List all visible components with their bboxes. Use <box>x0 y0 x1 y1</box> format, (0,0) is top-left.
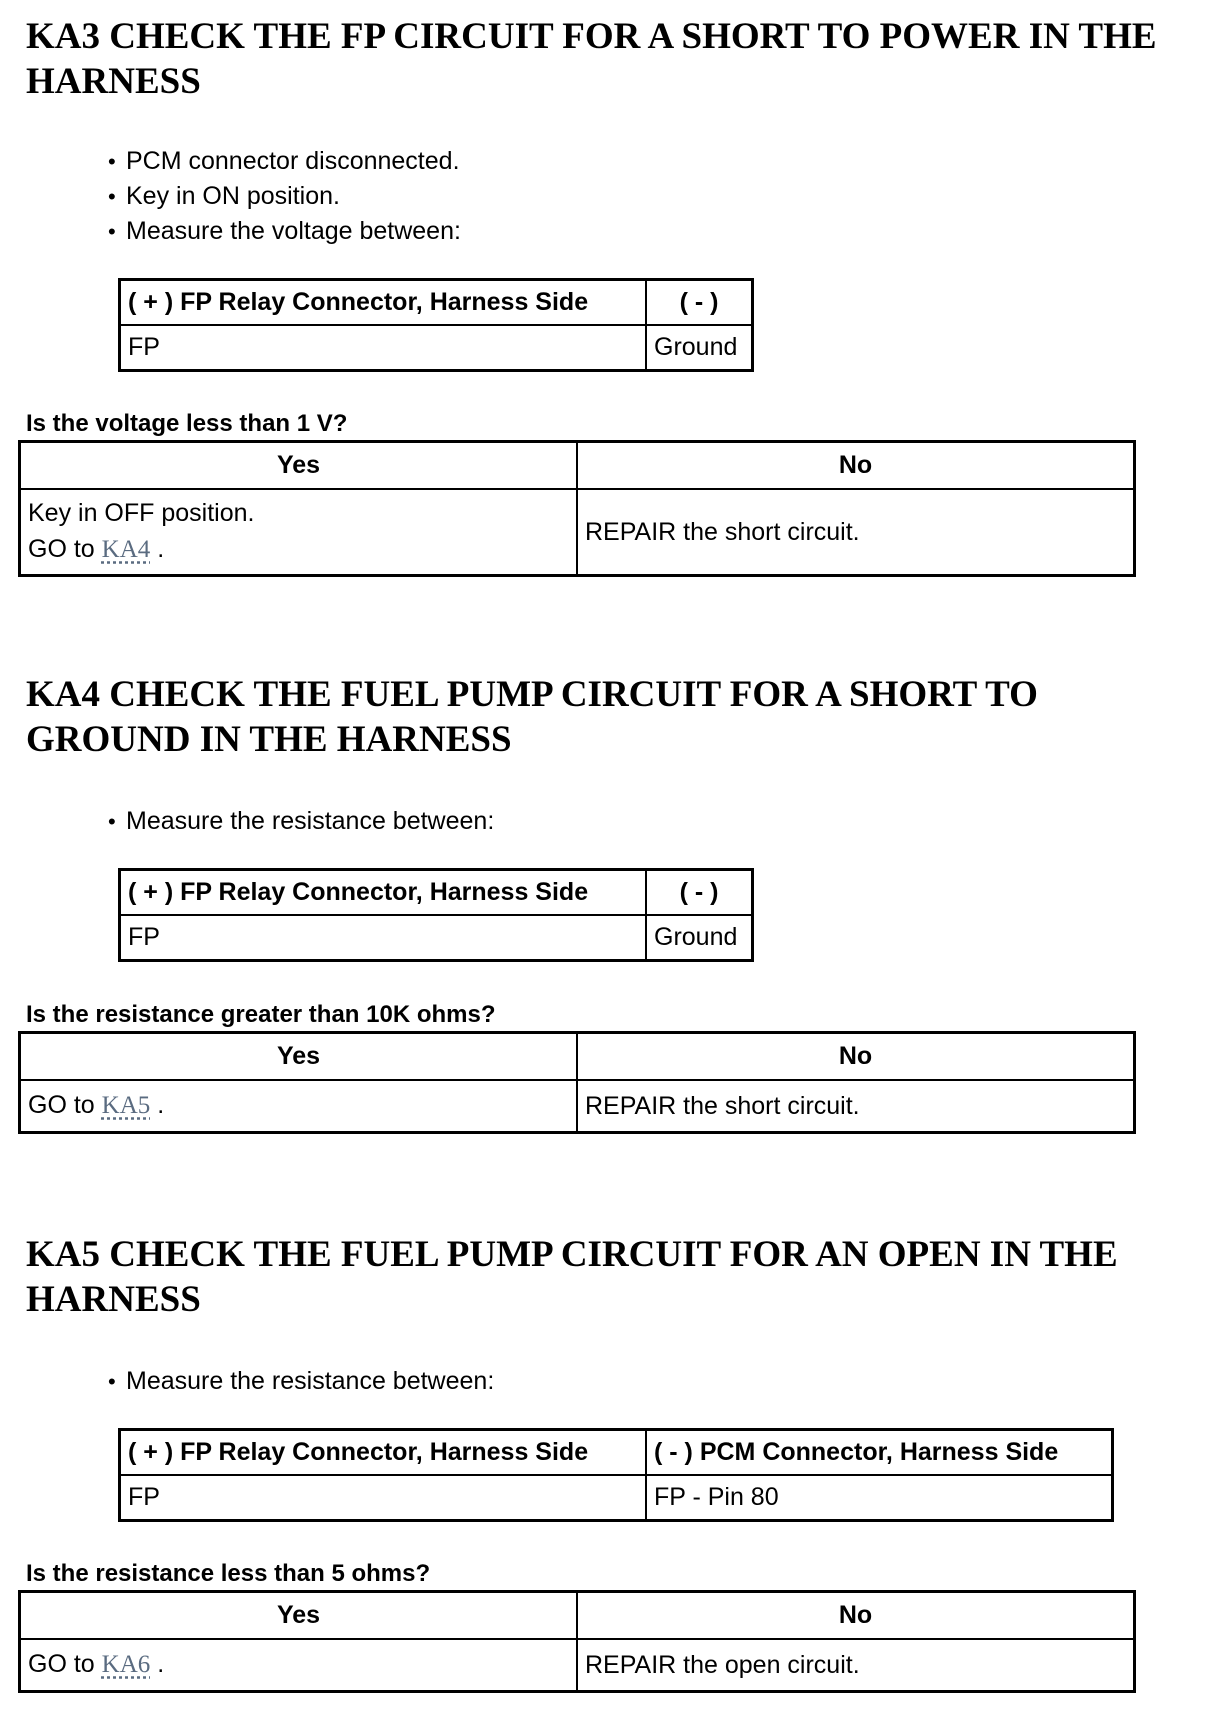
yes-header: Yes <box>20 1592 578 1640</box>
decision-question: Is the resistance greater than 10K ohms? <box>26 1001 496 1028</box>
no-header: No <box>577 1033 1135 1081</box>
goto-link-ka6[interactable]: KA6 <box>101 1651 151 1679</box>
negative-lead-header: ( - ) PCM Connector, Harness Side <box>646 1430 1113 1476</box>
goto-link-ka5[interactable]: KA5 <box>101 1092 151 1120</box>
instruction-item: • PCM connector disconnected. <box>108 144 461 179</box>
positive-lead-value: FP <box>120 915 647 961</box>
positive-lead-value: FP <box>120 325 647 371</box>
instruction-list <box>108 1364 494 1399</box>
decision-question: Is the resistance less than 5 ohms? <box>26 1560 431 1587</box>
decision-table <box>18 1031 1136 1134</box>
negative-lead-value: Ground <box>646 915 753 961</box>
no-action: REPAIR the short circuit. <box>577 489 1135 575</box>
instruction-item: • Key in ON position. <box>108 179 461 214</box>
step-heading: KA5 CHECK THE FUEL PUMP CIRCUIT FOR AN OPEN IN THE HARNESS <box>26 1234 1118 1320</box>
no-header: No <box>577 1592 1135 1640</box>
positive-lead-header: ( + ) FP Relay Connector, Harness Side <box>120 1430 647 1476</box>
positive-lead-value: FP <box>120 1475 647 1521</box>
yes-action-text: Key in OFF position. <box>28 499 255 528</box>
goto-link-ka4[interactable]: KA4 <box>101 536 151 564</box>
positive-lead-header: ( + ) FP Relay Connector, Harness Side <box>120 280 647 326</box>
yes-action: GO to KA5 . <box>20 1080 578 1132</box>
no-action: REPAIR the short circuit. <box>577 1080 1135 1132</box>
decision-table <box>18 1590 1136 1693</box>
decision-question: Is the voltage less than 1 V? <box>26 410 348 437</box>
negative-lead-value: Ground <box>646 325 753 371</box>
no-action: REPAIR the open circuit. <box>577 1639 1135 1691</box>
step-heading: KA3 CHECK THE FP CIRCUIT FOR A SHORT TO POWER IN THE HARNESS <box>26 16 1157 102</box>
yes-action: Key in OFF position. GO to KA4 . <box>20 489 578 575</box>
measurement-table <box>118 868 754 962</box>
yes-header: Yes <box>20 1033 578 1081</box>
instruction-list <box>108 144 461 249</box>
goto-text: GO to <box>28 1091 95 1120</box>
goto-text: GO to <box>28 535 95 564</box>
no-header: No <box>577 442 1135 490</box>
instruction-list <box>108 804 494 839</box>
yes-action: GO to KA6 . <box>20 1639 578 1691</box>
measurement-table <box>118 1428 1114 1522</box>
instruction-item: • Measure the resistance between: <box>108 804 494 839</box>
measurement-table <box>118 278 754 372</box>
decision-table <box>18 440 1136 577</box>
negative-lead-header: ( - ) <box>646 280 753 326</box>
negative-lead-header: ( - ) <box>646 870 753 916</box>
instruction-item: • Measure the resistance between: <box>108 1364 494 1399</box>
instruction-item: • Measure the voltage between: <box>108 214 461 249</box>
step-heading: KA4 CHECK THE FUEL PUMP CIRCUIT FOR A SHORT TO GROUND IN THE HARNESS <box>26 674 1038 760</box>
goto-text: GO to <box>28 1650 95 1679</box>
yes-header: Yes <box>20 442 578 490</box>
positive-lead-header: ( + ) FP Relay Connector, Harness Side <box>120 870 647 916</box>
negative-lead-value: FP - Pin 80 <box>646 1475 1113 1521</box>
